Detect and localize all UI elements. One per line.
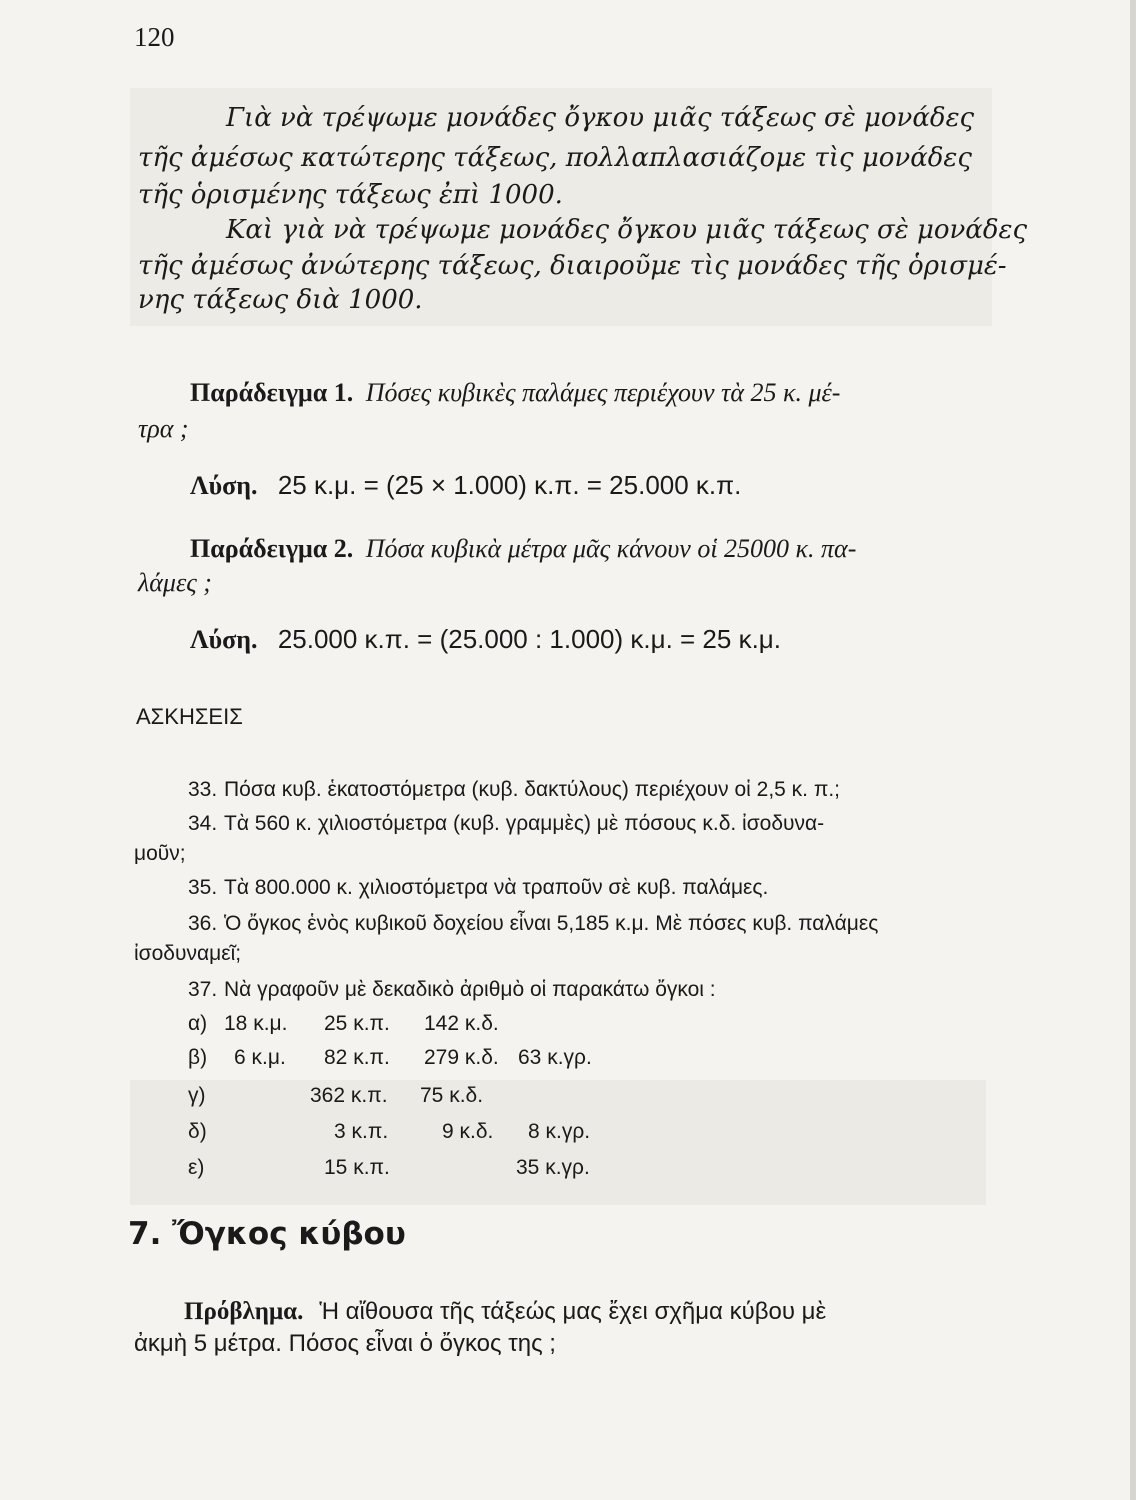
example-1-question: Παράδειγμα 1. Πόσες κυβικὲς παλάμες περιέχουν τὰ 25 κ. μέ- <box>190 378 841 407</box>
book-page: 120 Γιὰ νὰ τρέψωμε μονάδες ὄγκου μιᾶς τάξεως σὲ μονάδες τῆς ἀμέσως κατώτερης τάξεως, πολλαπλασιάζομε τὶς μονάδες τῆς ὁρισμένης τάξεως ἐπὶ 1000. Καὶ γιὰ νὰ τρέψωμε μονάδες ὄγκου μιᾶς τάξεως σὲ μονάδες τῆς ἀμέσως ἀνώτερης τάξεως, διαιροῦμε τὶς μονάδες τῆς ὁρισμέ- νης τάξεως διὰ 1000. Παράδειγμα 1. Πόσες κυβικὲς παλάμες περιέχουν τὰ 25 κ. μέ- τρα ; Λύση. 25 κ.μ. = (25 × 1.000) κ.π. = 25.000 κ.π. Παράδειγμα 2. Πόσα κυβικὰ μέτρα μᾶς κάνουν οἱ 25000 κ. πα- λάμες ; Λύση. 25.000 κ.π. = (25.000 : 1.000) κ.μ. = 25 κ.μ. ΑΣΚΗΣΕΙΣ 33. Πόσα κυβ. ἑκατοστόμετρα (κυβ. δακτύλους) περιέχουν οἱ 2,5 κ. π.; 34. Τὰ 560 κ. χιλιοστόμετρα (κυβ. γραμμὲς) μὲ πόσους κ.δ. ἰσοδυνα- μοῦν; 35. Τὰ 800.000 κ. χιλιοστόμετρα νὰ τραποῦν σὲ κυβ. παλάμες. 36. Ὁ ὄγκος ἑνὸς κυβικοῦ δοχείου εἶναι 5,185 κ.μ. Μὲ πόσες κυβ. παλάμες ἰσοδυναμεῖ; 37. Νὰ γραφοῦν μὲ δεκαδικὸ ἀριθμὸ οἱ παρακάτω ὄγκοι : α) 18 κ.μ. 25 κ.π. 142 κ.δ. β) 6 κ.μ. 82 κ.π. 279 κ.δ. 63 κ.γρ. γ) 362 κ.π. 75 κ.δ. δ) 3 κ.π. 9 κ.δ. 8 κ.γρ. ε) 15 κ.π. 35 κ.γρ. 7. Ὄγκος κύβου Πρόβλημα. Ἡ αἴθουσα τῆς τάξεώς μας ἔχει σχῆμα κύβου μὲ ἀκμὴ 5 μέτρα. Πόσος εἶναι ὁ ὄγκος της ; <box>0 0 1136 1500</box>
problem-line-2: ἀκμὴ 5 μέτρα. Πόσος εἶναι ὁ ὄγκος της ; <box>134 1330 556 1357</box>
example-1-question-cont: τρα ; <box>138 414 189 443</box>
exercise-33: 33. Πόσα κυβ. ἑκατοστόμετρα (κυβ. δακτύλους) περιέχουν οἱ 2,5 κ. π.; <box>188 778 840 801</box>
exercise-37: 37. Νὰ γραφοῦν μὲ δεκαδικὸ ἀριθμὸ οἱ παρακάτω ὄγκοι : <box>188 978 716 1001</box>
example-2-question: Παράδειγμα 2. Πόσα κυβικὰ μέτρα μᾶς κάνουν οἱ 25000 κ. πα- <box>190 534 857 563</box>
solution-label: Λύση. <box>190 625 258 654</box>
exercise-36: 36. Ὁ ὄγκος ἑνὸς κυβικοῦ δοχείου εἶναι 5,185 κ.μ. Μὲ πόσες κυβ. παλάμες <box>188 912 879 935</box>
rule-line-6: νης τάξεως διὰ 1000. <box>138 285 423 315</box>
rule-line-1: Γιὰ νὰ τρέψωμε μονάδες ὄγκου μιᾶς τάξεως σὲ μονάδες <box>226 103 975 133</box>
rule-line-3: τῆς ὁρισμένης τάξεως ἐπὶ 1000. <box>138 180 563 210</box>
exercise-36-cont: ἰσοδυναμεῖ; <box>134 942 242 965</box>
rule-line-4: Καὶ γιὰ νὰ τρέψωμε μονάδες ὄγκου μιᾶς τάξεως σὲ μονάδες <box>226 215 1028 245</box>
section-title: 7. Ὄγκος κύβου <box>128 1216 406 1252</box>
problem-label: Πρόβλημα. <box>184 1298 304 1325</box>
exercise-34: 34. Τὰ 560 κ. χιλιοστόμετρα (κυβ. γραμμὲς) μὲ πόσους κ.δ. ἰσοδυνα- <box>188 812 825 835</box>
problem-line-1: Πρόβλημα. Ἡ αἴθουσα τῆς τάξεώς μας ἔχει σχῆμα κύβου μὲ <box>184 1298 827 1325</box>
example-1-label: Παράδειγμα 1. <box>190 378 354 407</box>
page-number: 120 <box>134 22 175 52</box>
example-2-label: Παράδειγμα 2. <box>190 534 354 563</box>
exercise-34-cont: μοῦν; <box>134 842 186 865</box>
page-edge <box>1130 0 1136 1500</box>
example-1-solution: Λύση. 25 κ.μ. = (25 × 1.000) κ.π. = 25.000 κ.π. <box>190 470 742 500</box>
solution-label: Λύση. <box>190 471 258 500</box>
rule-line-5: τῆς ἀμέσως ἀνώτερης τάξεως, διαιροῦμε τὶς μονάδες τῆς ὁρισμέ- <box>138 251 1007 281</box>
example-2-question-cont: λάμες ; <box>138 568 212 597</box>
rule-line-2: τῆς ἀμέσως κατώτερης τάξεως, πολλαπλασιάζομε τὶς μονάδες <box>138 143 972 173</box>
exercise-35: 35. Τὰ 800.000 κ. χιλιοστόμετρα νὰ τραποῦν σὲ κυβ. παλάμες. <box>188 876 769 899</box>
exercises-heading: ΑΣΚΗΣΕΙΣ <box>136 704 243 729</box>
example-2-solution: Λύση. 25.000 κ.π. = (25.000 : 1.000) κ.μ. = 25 κ.μ. <box>190 624 782 654</box>
